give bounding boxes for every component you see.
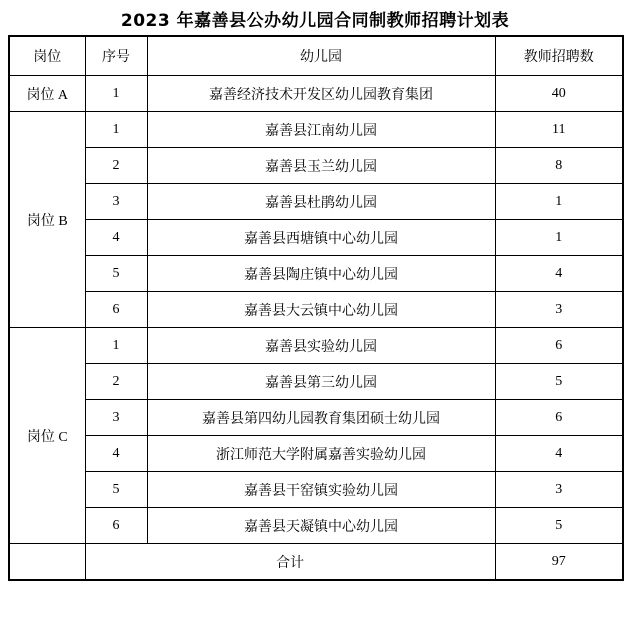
header-count: 教师招聘数 (495, 36, 623, 76)
table-row (9, 364, 623, 400)
kindergarten-cell: 嘉善经济技术开发区幼儿园教育集团 (147, 76, 495, 112)
total-value-cell: 97 (495, 544, 623, 581)
total-row (9, 544, 623, 581)
total-label-cell: 合计 (85, 544, 495, 581)
kindergarten-cell: 嘉善县杜鹃幼儿园 (147, 184, 495, 220)
count-cell: 1 (495, 184, 623, 220)
table-row (9, 220, 623, 256)
serial-cell: 5 (85, 256, 147, 292)
table-row (9, 328, 623, 364)
count-cell: 3 (495, 292, 623, 328)
position-cell: 岗位 C (9, 328, 85, 544)
kindergarten-cell: 嘉善县江南幼儿园 (147, 112, 495, 148)
count-cell: 11 (495, 112, 623, 148)
table-row (9, 76, 623, 112)
kindergarten-cell: 嘉善县干窑镇实验幼儿园 (147, 472, 495, 508)
count-cell: 3 (495, 472, 623, 508)
position-cell: 岗位 A (9, 76, 85, 112)
kindergarten-cell: 嘉善县天凝镇中心幼儿园 (147, 508, 495, 544)
serial-cell: 1 (85, 112, 147, 148)
table-row (9, 508, 623, 544)
serial-cell: 4 (85, 436, 147, 472)
count-cell: 5 (495, 508, 623, 544)
kindergarten-cell: 嘉善县第三幼儿园 (147, 364, 495, 400)
header-position: 岗位 (9, 36, 85, 76)
count-cell: 1 (495, 220, 623, 256)
table-row (9, 148, 623, 184)
kindergarten-cell: 嘉善县玉兰幼儿园 (147, 148, 495, 184)
total-empty-cell (9, 544, 85, 581)
table-row (9, 292, 623, 328)
kindergarten-cell: 嘉善县实验幼儿园 (147, 328, 495, 364)
serial-cell: 6 (85, 508, 147, 544)
serial-cell: 5 (85, 472, 147, 508)
page-title: 2023 年嘉善县公办幼儿园合同制教师招聘计划表 (120, 11, 510, 31)
count-cell: 40 (495, 76, 623, 112)
kindergarten-cell: 嘉善县第四幼儿园教育集团硕士幼儿园 (147, 400, 495, 436)
table-row (9, 184, 623, 220)
serial-cell: 1 (85, 328, 147, 364)
count-cell: 6 (495, 400, 623, 436)
header-kindergarten: 幼儿园 (147, 36, 495, 76)
count-cell: 6 (495, 328, 623, 364)
table-row (9, 436, 623, 472)
serial-cell: 2 (85, 148, 147, 184)
table-header-row (9, 36, 623, 76)
serial-cell: 2 (85, 364, 147, 400)
position-cell: 岗位 B (9, 112, 85, 328)
kindergarten-cell: 浙江师范大学附属嘉善实验幼儿园 (147, 436, 495, 472)
count-cell: 8 (495, 148, 623, 184)
table-row (9, 256, 623, 292)
table-row (9, 112, 623, 148)
serial-cell: 3 (85, 184, 147, 220)
table-row (9, 400, 623, 436)
serial-cell: 3 (85, 400, 147, 436)
kindergarten-cell: 嘉善县大云镇中心幼儿园 (147, 292, 495, 328)
count-cell: 5 (495, 364, 623, 400)
kindergarten-cell: 嘉善县陶庄镇中心幼儿园 (147, 256, 495, 292)
serial-cell: 1 (85, 76, 147, 112)
header-serial: 序号 (85, 36, 147, 76)
serial-cell: 4 (85, 220, 147, 256)
recruitment-plan-table (8, 35, 624, 581)
kindergarten-cell: 嘉善县西塘镇中心幼儿园 (147, 220, 495, 256)
count-cell: 4 (495, 256, 623, 292)
table-row (9, 472, 623, 508)
count-cell: 4 (495, 436, 623, 472)
serial-cell: 6 (85, 292, 147, 328)
